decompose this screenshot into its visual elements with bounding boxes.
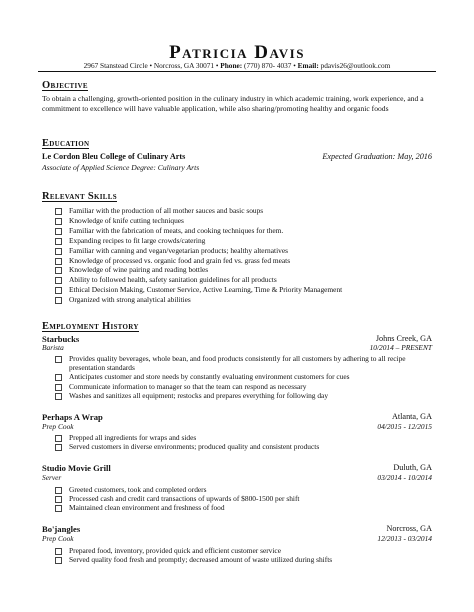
job-dates: 04/2015 - 12/2015 — [377, 422, 432, 431]
job-role: Prep Cook — [42, 534, 74, 543]
list-item: Organized with strong analytical abilities — [55, 295, 435, 305]
checkbox-icon — [55, 496, 62, 503]
job-duties — [55, 485, 435, 513]
list-item: Expanding recipes to fit large crowds/catering — [55, 236, 435, 246]
job-dates: 03/2014 - 10/2014 — [377, 473, 432, 482]
checkbox-icon — [55, 435, 62, 442]
company-name: Starbucks — [42, 334, 80, 344]
list-item: Knowledge of knife cutting techniques — [55, 216, 435, 226]
checkbox-icon — [55, 248, 62, 255]
list-item: Washes and sanitizes all equipment; restocks and prepares everything for following day — [55, 391, 435, 400]
checkbox-icon — [55, 208, 62, 215]
job-location: Atlanta, GA — [391, 412, 432, 421]
job-subheader — [42, 422, 432, 433]
address-text: 2967 Stanstead Circle • Norcross, GA 30071 • — [83, 61, 219, 70]
company-name: Perhaps A Wrap — [42, 412, 103, 422]
objective-heading: Objective — [42, 80, 88, 91]
list-item: Maintained clean environment and freshness of food — [55, 503, 435, 512]
degree-text: Associate of Applied Science Degree: Culinary Arts — [42, 163, 200, 172]
phone-text: (770) 870- 4037 • — [244, 61, 296, 70]
job-location: Duluth, GA — [393, 463, 432, 472]
checkbox-icon — [55, 374, 62, 381]
job-role: Prep Cook — [42, 422, 74, 431]
job-subheader — [42, 343, 432, 354]
checkbox-icon — [55, 548, 62, 555]
skills-list — [55, 206, 435, 305]
list-item: Served customers in diverse environments; produced quality and consistent products — [55, 442, 435, 451]
company-name: Studio Movie Grill — [42, 463, 111, 473]
checkbox-icon — [55, 287, 62, 294]
education-heading: Education — [42, 138, 90, 149]
job-dates: 10/2014 – PRESENT — [369, 343, 432, 352]
list-item: Greeted customers, took and completed orders — [55, 485, 435, 494]
list-item: Familiar with the production of all mother sauces and basic soups — [55, 206, 435, 216]
contact-line — [0, 61, 474, 70]
list-item: Anticipates customer and store needs by constantly evaluating environment customers for cues — [55, 372, 435, 381]
job-dates: 12/2013 - 03/2014 — [377, 534, 432, 543]
list-item: Ethical Decision Making, Customer Service, Active Learning, Time & Priority Management — [55, 285, 435, 295]
job-role: Server — [42, 473, 62, 482]
email-label: Email: — [297, 61, 319, 70]
school-name: Le Cordon Bleu College of Culinary Arts — [42, 152, 186, 161]
job-location: Johns Creek, GA — [375, 334, 432, 343]
candidate-name: Patricia Davis — [169, 42, 305, 63]
education-row — [42, 152, 432, 163]
checkbox-icon — [55, 218, 62, 225]
job-location: Norcross, GA — [386, 524, 432, 533]
list-item: Provides quality beverages, whole bean, and food products consistently for all customers by adhering to all recipe presentation standards — [55, 354, 435, 372]
company-name: Bo'jangles — [42, 524, 81, 534]
checkbox-icon — [55, 258, 62, 265]
list-item: Familiar with the fabrication of meats, and cooking techniques for them. — [55, 226, 435, 236]
checkbox-icon — [55, 356, 62, 363]
checkbox-icon — [55, 384, 62, 391]
checkbox-icon — [55, 444, 62, 451]
phone-label: Phone: — [220, 61, 243, 70]
header-divider — [38, 71, 436, 72]
list-item: Knowledge of processed vs. organic food and grain fed vs. grass fed meats — [55, 256, 435, 266]
list-item: Prepared food, inventory, provided quick and efficient customer service — [55, 546, 435, 555]
job-role: Barista — [42, 343, 64, 352]
job-subheader — [42, 473, 432, 484]
list-item: Prepped all ingredients for wraps and sides — [55, 433, 435, 442]
email-text: pdavis26@outlook.com — [320, 61, 391, 70]
graduation-date: Expected Graduation: May, 2016 — [322, 152, 432, 161]
checkbox-icon — [55, 393, 62, 400]
list-item: Served quality food fresh and promptly; decreased amount of waste utilized during shifts — [55, 555, 435, 564]
checkbox-icon — [55, 505, 62, 512]
objective-text: To obtain a challenging, growth-oriented position in the culinary industry in which academic training, work experience, and a commitment to excellence will have valuable application, while also sharing/promoting healthy and organic foods — [42, 94, 424, 113]
list-item: Knowledge of wine pairing and reading bottles — [55, 265, 435, 275]
checkbox-icon — [55, 297, 62, 304]
job-duties — [55, 433, 435, 451]
checkbox-icon — [55, 487, 62, 494]
list-item: Ability to followed health, safety sanitation guidelines for all products — [55, 275, 435, 285]
job-duties — [55, 354, 435, 400]
list-item: Processed cash and credit card transactions of upwards of $800-1500 per shift — [55, 494, 435, 503]
job-duties — [55, 546, 435, 564]
checkbox-icon — [55, 228, 62, 235]
list-item: Familiar with canning and vegan/vegetarian products; healthy alternatives — [55, 246, 435, 256]
checkbox-icon — [55, 277, 62, 284]
checkbox-icon — [55, 238, 62, 245]
checkbox-icon — [55, 557, 62, 564]
job-subheader — [42, 534, 432, 545]
employment-heading: Employment History — [42, 321, 139, 332]
skills-heading: Relevant Skills — [42, 191, 117, 202]
list-item: Communicate information to manager so that the team can respond as necessary — [55, 382, 435, 391]
checkbox-icon — [55, 267, 62, 274]
